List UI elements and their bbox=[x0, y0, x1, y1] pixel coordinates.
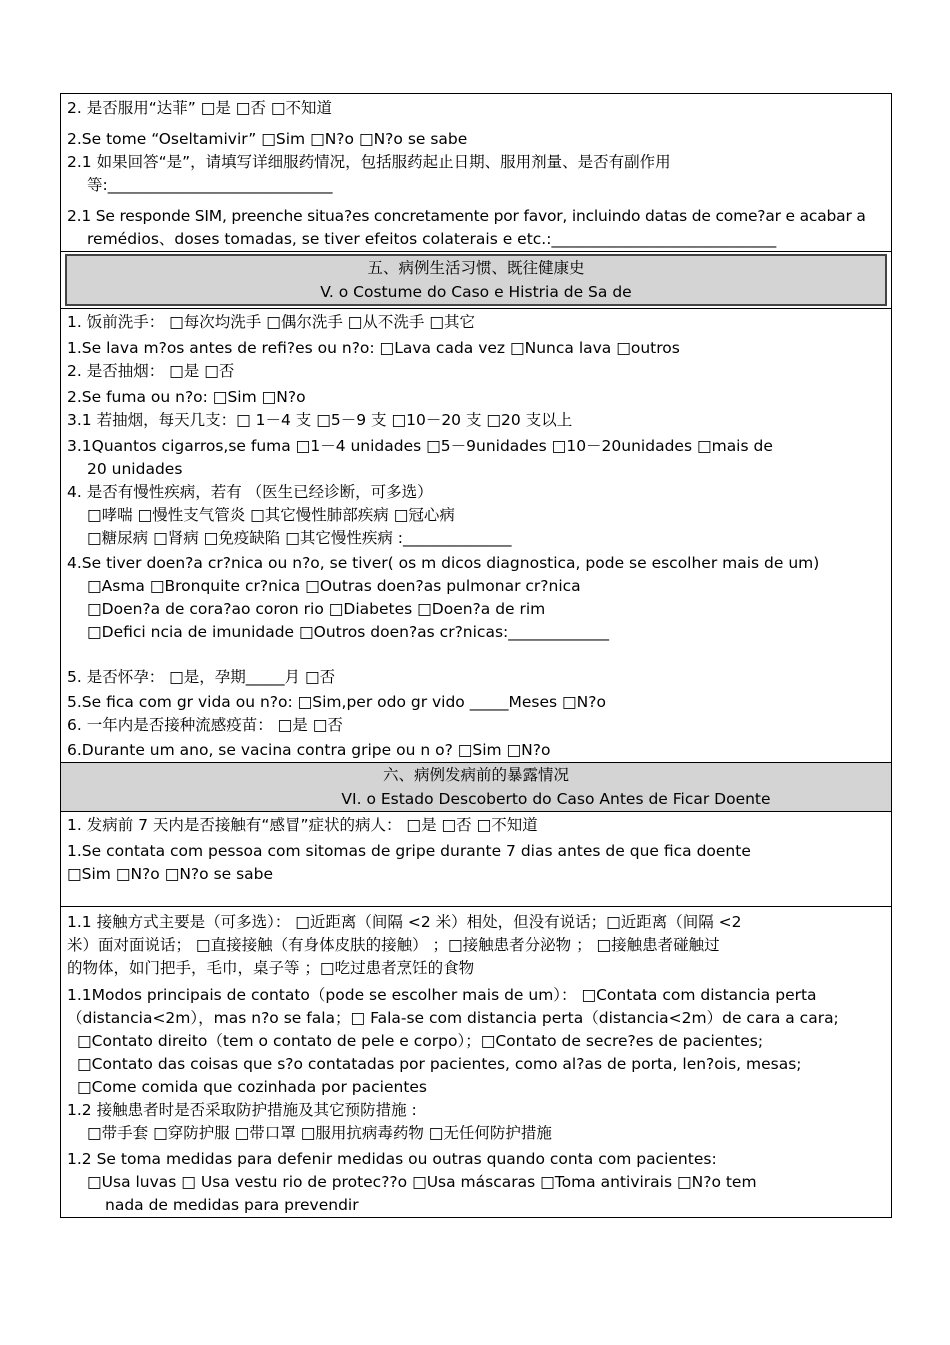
question-vaccine-pt: 6.Durante um ano, se vacina contra gripe ou n o? □Sim □N?o bbox=[67, 741, 551, 759]
contact-flu-options-pt: □Sim □N?o □N?o se sabe bbox=[67, 865, 274, 883]
question-medication-detail-pt-blank: remédios、doses tomadas, se tiver efeitos colaterais e etc.:_____________________________ bbox=[87, 230, 777, 248]
section-header-vi-zh: 六、病例发病前的暴露情况 bbox=[61, 763, 891, 787]
question-handwash-pt: 1.Se lava m?os antes de refi?es ou n?o: □Lava cada vez □Nunca lava □outros bbox=[67, 339, 680, 357]
question-handwash-zh: 1. 饭前洗手： □每次均洗手 □偶尔洗手 □从不洗手 □其它 bbox=[67, 313, 476, 331]
protection-options-pt-cont: nada de medidas para prevendir bbox=[105, 1196, 359, 1214]
question-tamiflu-zh: 2. 是否服用“达菲” □是 □否 □不知道 bbox=[67, 99, 332, 117]
section-header-v-zh: 五、病例生活习惯、既往健康史 bbox=[67, 256, 885, 280]
section-header-vi bbox=[61, 763, 891, 812]
section-header-v-box bbox=[65, 254, 887, 306]
question-contact-flu-pt: 1.Se contata com pessoa com sitomas de gripe durante 7 dias antes de que fica doente bbox=[67, 842, 751, 860]
question-contact-mode-zh: 1.1 接触方式主要是（可多选）： □近距离（间隔 <2 米）相处，但没有说话；□近距离（间隔 <2 bbox=[67, 913, 742, 931]
section-header-v bbox=[61, 254, 891, 309]
question-contact-mode-zh-2: 米）面对面说话； □直接接触（有身体皮肤的接触） ；□接触患者分泌物 ； □接触患者碰触过 bbox=[67, 936, 720, 954]
question-cigarettes-zh: 3.1 若抽烟，每天几支：□ 1－4 支 □5－9 支 □10－20 支 □20 支以上 bbox=[67, 411, 573, 429]
question-protection-zh: 1.2 接触患者时是否采取防护措施及其它预防措施 : bbox=[67, 1101, 417, 1119]
question-cigarettes-pt: 3.1Quantos cigarros,se fuma □1－4 unidades □5－9unidades □10－20unidades □mais de bbox=[67, 437, 773, 455]
section-header-vi-pt: VI. o Estado Descoberto do Caso Antes de Ficar Doente bbox=[61, 787, 891, 811]
question-smoke-pt: 2.Se fuma ou n?o: □Sim □N?o bbox=[67, 388, 306, 406]
question-cigarettes-pt-cont: 20 unidades bbox=[87, 460, 183, 478]
question-chronic-zh: 4. 是否有慢性疾病，若有 （医生已经诊断，可多选） bbox=[67, 483, 433, 501]
section-exposure-contact bbox=[61, 812, 891, 907]
question-contact-mode-zh-3: 的物体，如门把手，毛巾，桌子等 ；□吃过患者烹饪的食物 bbox=[67, 959, 475, 977]
protection-options-zh: □带手套 □穿防护服 □带口罩 □服用抗病毒药物 □无任何防护措施 bbox=[87, 1124, 552, 1142]
question-contact-mode-pt-2: （distancia<2m），mas n?o se fala；□ Fala-se com distancia perta（distancia<2m）de cara a cara; bbox=[67, 1009, 839, 1027]
section-habits-health bbox=[61, 309, 891, 763]
chronic-options-pt-row3: □Defici ncia de imunidade □Outros doen?as cr?nicas:_____________ bbox=[87, 623, 610, 641]
question-protection-pt: 1.2 Se toma medidas para defenir medidas ou outras quando conta com pacientes: bbox=[67, 1150, 717, 1168]
question-contact-mode-pt-3: □Contato direito（tem o contato de pele e corpo）；□Contato de secre?es de pacientes; bbox=[77, 1032, 764, 1050]
question-medication-detail-pt: 2.1 Se responde SIM, preenche situa?es concretamente por favor, incluindo datas de come?ar e acabar a bbox=[67, 207, 866, 225]
section-medication bbox=[61, 94, 891, 252]
chronic-options-pt-row2: □Doen?a de cora?ao coron rio □Diabetes □Doen?a de rim bbox=[87, 600, 546, 618]
question-contact-mode-pt-5: □Come comida que cozinhada por pacientes bbox=[77, 1078, 428, 1096]
section-exposure-modes bbox=[61, 907, 891, 1217]
question-medication-detail-zh-blank: 等:_____________________________ bbox=[87, 176, 333, 194]
question-smoke-zh: 2. 是否抽烟： □是 □否 bbox=[67, 362, 235, 380]
question-contact-mode-pt: 1.1Modos principais de contato（pode se escolher mais de um）： □Contata com distancia perta bbox=[67, 986, 817, 1004]
question-contact-flu-zh: 1. 发病前 7 天内是否接触有“感冒”症状的病人： □是 □否 □不知道 bbox=[67, 816, 538, 834]
question-chronic-pt: 4.Se tiver doen?a cr?nica ou n?o, se tiver( os m dicos diagnostica, pode se escolher mais de um) bbox=[67, 554, 820, 572]
chronic-options-pt-row1: □Asma □Bronquite cr?nica □Outras doen?as pulmonar cr?nica bbox=[87, 577, 581, 595]
chronic-options-zh-row1: □哮喘 □慢性支气管炎 □其它慢性肺部疾病 □冠心病 bbox=[87, 506, 455, 524]
section-header-v-pt: V. o Costume do Caso e Histria de Sa de bbox=[67, 280, 885, 304]
question-contact-mode-pt-4: □Contato das coisas que s?o contatadas por pacientes, como al?as de porta, len?ois, mesas; bbox=[77, 1055, 802, 1073]
protection-options-pt: □Usa luvas □ Usa vestu rio de protec??o □Usa máscaras □Toma antivirais □N?o tem bbox=[87, 1173, 757, 1191]
question-medication-detail-zh: 2.1 如果回答“是”，请填写详细服药情况，包括服药起止日期、服用剂量、是否有副作用 bbox=[67, 153, 671, 171]
health-survey-form bbox=[60, 93, 892, 1218]
question-vaccine-zh: 6. 一年内是否接种流感疫苗： □是 □否 bbox=[67, 716, 343, 734]
question-pregnant-pt: 5.Se fica com gr vida ou n?o: □Sim,per odo gr vido _____Meses □N?o bbox=[67, 693, 606, 711]
question-tamiflu-pt: 2.Se tome “Oseltamivir” □Sim □N?o □N?o se sabe bbox=[67, 130, 468, 148]
question-pregnant-zh: 5. 是否怀孕： □是，孕期_____月 □否 bbox=[67, 668, 336, 686]
chronic-options-zh-row2: □糖尿病 □肾病 □免疫缺陷 □其它慢性疾病 :______________ bbox=[87, 529, 512, 547]
